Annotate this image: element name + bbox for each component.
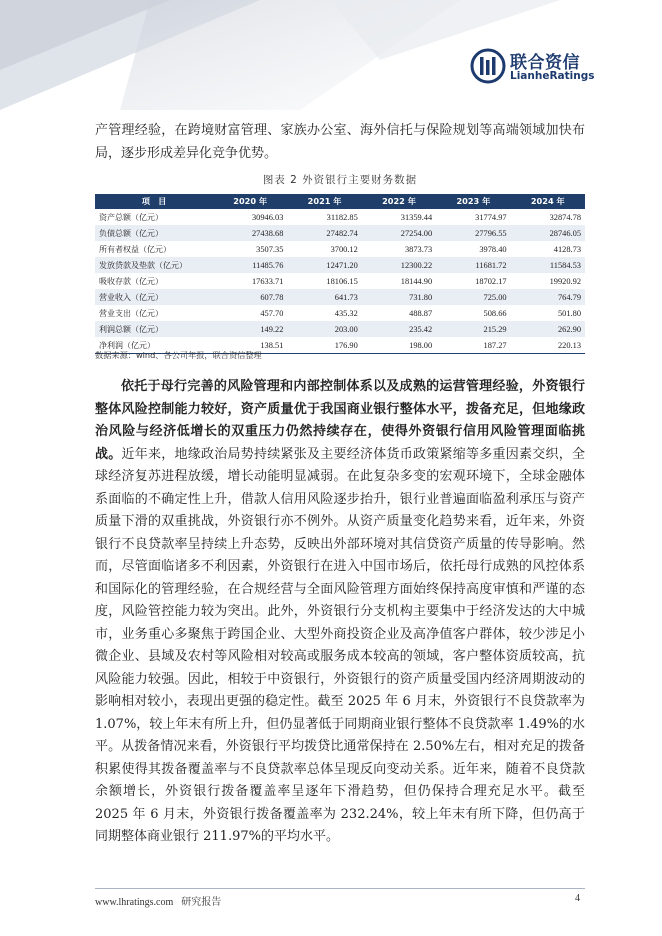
table-cell: 725.00 <box>436 289 510 305</box>
footer-doc-type: 研究报告 <box>181 897 222 908</box>
table-source-note: 数据来源：wind、各公司年报，联合资信整理 <box>95 350 262 360</box>
table-cell: 235.42 <box>362 321 436 337</box>
table-cell: 30946.03 <box>213 209 287 225</box>
table-cell: 3873.73 <box>362 241 436 257</box>
table-cell: 764.79 <box>511 289 585 305</box>
table-cell: 17633.71 <box>213 273 287 289</box>
table-row <box>95 273 585 289</box>
table-cell: 27438.68 <box>213 225 287 241</box>
table-cell: 187.27 <box>436 337 510 354</box>
table-cell: 31182.85 <box>287 209 361 225</box>
table-cell: 3978.40 <box>436 241 510 257</box>
table-cell: 435.32 <box>287 305 361 321</box>
lianhe-logo-icon <box>470 48 506 84</box>
table-row <box>95 241 585 257</box>
table-cell: 607.78 <box>213 289 287 305</box>
table-cell: 19920.92 <box>511 273 585 289</box>
footer <box>95 893 221 908</box>
table-header-row <box>95 194 585 209</box>
table-row <box>95 305 585 321</box>
table-cell: 176.90 <box>287 337 361 354</box>
table-cell: 3507.35 <box>213 241 287 257</box>
table-cell: 149.22 <box>213 321 287 337</box>
row-label: 负债总额（亿元） <box>95 225 213 241</box>
table-cell: 27796.55 <box>436 225 510 241</box>
logo-chinese-text: 联合资信 <box>510 53 580 73</box>
table-cell: 11681.72 <box>436 257 510 273</box>
row-label: 吸收存款（亿元） <box>95 273 213 289</box>
row-label: 利润总额（亿元） <box>95 321 213 337</box>
lianhe-logo <box>470 46 600 90</box>
column-header: 2021 年 <box>287 194 361 209</box>
column-header: 2024 年 <box>511 194 585 209</box>
table-caption: 图表 2 外资银行主要财务数据 <box>262 174 418 186</box>
table-cell: 31359.44 <box>362 209 436 225</box>
table-row <box>95 209 585 225</box>
table-cell: 262.90 <box>511 321 585 337</box>
table-row <box>95 225 585 241</box>
table-cell: 198.00 <box>362 337 436 354</box>
table-cell: 27254.00 <box>362 225 436 241</box>
table-cell: 18106.15 <box>287 273 361 289</box>
table-cell: 3700.12 <box>287 241 361 257</box>
table-cell: 18144.90 <box>362 273 436 289</box>
table-cell: 11584.53 <box>511 257 585 273</box>
footer-divider <box>95 888 585 889</box>
table-cell: 215.29 <box>436 321 510 337</box>
table-cell: 32874.78 <box>511 209 585 225</box>
table-cell: 488.87 <box>362 305 436 321</box>
intro-paragraph: 产管理经验，在跨境财富管理、家族办公室、海外信托与保险规划等高端领域加快布局，逐步形成差异化竞争优势。 <box>95 123 585 161</box>
table-cell: 220.13 <box>511 337 585 354</box>
table-cell: 12300.22 <box>362 257 436 273</box>
row-label: 所有者权益（亿元） <box>95 241 213 257</box>
table-row <box>95 321 585 337</box>
table-cell: 12471.20 <box>287 257 361 273</box>
table-cell: 27482.74 <box>287 225 361 241</box>
financial-data-table <box>95 194 585 354</box>
table-row <box>95 257 585 273</box>
table-row <box>95 289 585 305</box>
table-cell: 31774.97 <box>436 209 510 225</box>
table-cell: 641.73 <box>287 289 361 305</box>
page-number: 4 <box>575 893 580 904</box>
main-paragraph-lead: 依托于母行完善的风险管理和内部控制体系以及成熟的运营管理经验，外资银行整体风险控制能力较好，资产质量优于我国商业银行整体水平，拨备充足，但地缘政治风险与经济低增长的双重压力仍然持续存在，使得外资银行信用风险管理面临挑战。 <box>95 379 585 462</box>
table-cell: 4128.73 <box>511 241 585 257</box>
table-cell: 203.00 <box>287 321 361 337</box>
main-paragraph-body: 近年来，地缘政治局势持续紧张及主要经济体货币政策紧缩等多重因素交织，全球经济复苏进程放缓，增长动能明显减弱。在此复杂多变的宏观环境下，全球金融体系面临的不确定性上升，借款人信用风险逐步抬升，银行业普遍面临盈利承压与资产质量下滑的双重挑战，外资银行亦不例外。从资产质量变化趋势来看，近年来，外资银行不良贷款率呈持续上升态势，反映出外部环境对其信贷资产质量的传导影响。然而，尽管面临诸多不利因素，外资银行在进入中国市场后，依托母行成熟的风控体系和国际化的管理经验，在合规经营与全面风险管理方面始终保持高度审慎和严谨的态度，风险管控能力较为突出。此外，外资银行分支机构主要集中于经济发达的大中城市，业务重心多聚焦于跨国企业、大型外商投资企业及高净值客户群体，较少涉足小微企业、县域及农村等风险相对较高或服务成本较高的领域，客户整体资质较高，抗风险能力较强。因此，相较于中资银行，外资银行的资产质量受国内经济周期波动的影响相对较小，表现出更强的稳定性。截至 2025 年 6 月末，外资银行不良贷款率为 1.07%，较上年末有所上升，但仍显著低于同期商业银行整体不良贷款率 1.49%的水平。从拨备情况来看，外资银行平均拨贷比通常保持在 2.50%左右，相对充足的拨备积累使得其拨备覆盖率与不良贷款率总体呈现反向变动关系。近年来，随着不良贷款余额增长，外资银行拨备覆盖率呈逐年下滑趋势，但仍保持合理充足水平。截至 2025 年 6 月末，外资银行拨备覆盖率为 232.24%，较上年末有所下降，但仍高于同期整体商业银行 211.97%的平均水平。 <box>95 446 585 844</box>
row-label: 净利润（亿元） <box>95 337 213 354</box>
main-paragraph <box>95 376 585 849</box>
column-header: 2022 年 <box>362 194 436 209</box>
table-cell: 501.80 <box>511 305 585 321</box>
column-header: 2020 年 <box>213 194 287 209</box>
row-label: 营业收入（亿元） <box>95 289 213 305</box>
row-label: 营业支出（亿元） <box>95 305 213 321</box>
table-cell: 11485.76 <box>213 257 287 273</box>
logo-english-text: LianheRatings <box>510 70 595 82</box>
table-cell: 28746.05 <box>511 225 585 241</box>
table-cell: 508.66 <box>436 305 510 321</box>
table-cell: 731.80 <box>362 289 436 305</box>
row-label: 发放贷款及垫款（亿元） <box>95 257 213 273</box>
row-label: 资产总额（亿元） <box>95 209 213 225</box>
column-header: 2023 年 <box>436 194 510 209</box>
table-cell: 138.51 <box>213 337 287 354</box>
footer-url[interactable]: www.lhratings.com <box>95 897 174 908</box>
table-cell: 457.70 <box>213 305 287 321</box>
column-header: 项 目 <box>95 194 213 209</box>
table-cell: 18702.17 <box>436 273 510 289</box>
